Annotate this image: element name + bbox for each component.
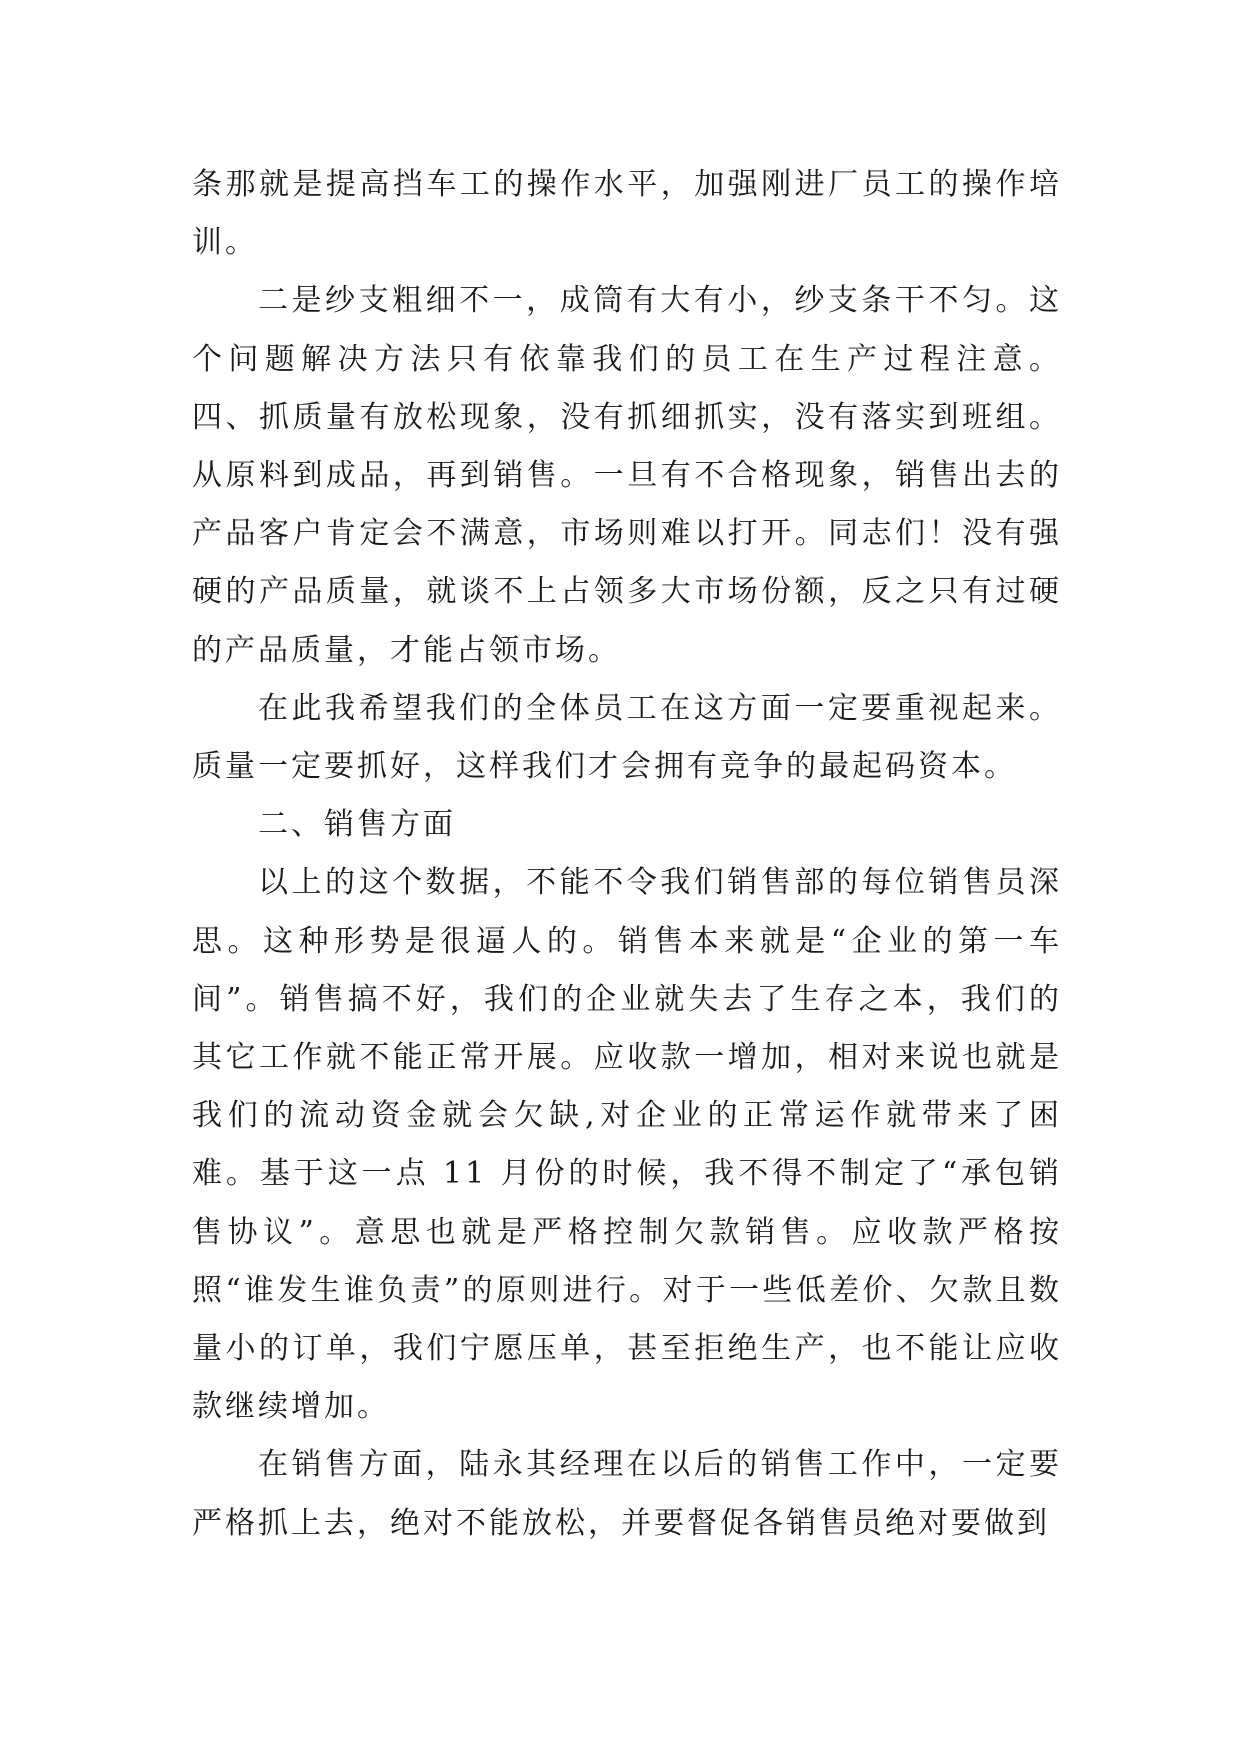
paragraph-6: 在销售方面，陆永其经理在以后的销售工作中，一定要严格抓上去，绝对不能放松，并要督促各销售员绝对要做到: [192, 1447, 1062, 1541]
paragraph-5: 以上的这个数据，不能不令我们销售部的每位销售员深思。这种形势是很逼人的。销售本来就是“企业的第一车间”。销售搞不好，我们的企业就失去了生存之本，我们的其它工作就不能正常开展。应收款一增加，相对来说也就是我们的流动资金就会欠缺,对企业的正常运作就带来了困难。基于这一点 11 月份的时候，我不得不制定了“承包销售协议”。意思也就是严格控制欠款销售。应收款严格按照“谁发生谁负责”的原则进行。对于一些低差价、欠款且数量小的订单，我们宁愿压单，甚至拒绝生产，也不能让应收款继续增加。: [192, 865, 1062, 1425]
paragraph-1: 条那就是提高挡车工的操作水平，加强刚进厂员工的操作培训。: [192, 167, 1062, 261]
paragraph-2: 二是纱支粗细不一，成筒有大有小，纱支条干不匀。这个问题解决方法只有依靠我们的员工在生产过程注意。 四、抓质量有放松现象，没有抓细抓实，没有落实到班组。从原料到成品，再到销售。一旦有不合格现象，销售出去的产品客户肯定会不满意，市场则难以打开。同志们！没有强硬的产品质量，就谈不上占领多大市场份额，反之只有过硬的产品质量，才能占领市场。: [192, 283, 1062, 668]
section-heading-sales: 二、销售方面: [258, 807, 456, 843]
paragraph-3: 在此我希望我们的全体员工在这方面一定要重视起来。质量一定要抓好，这样我们才会拥有竞争的最起码资本。: [192, 690, 1062, 785]
document-body: [192, 156, 1062, 1553]
